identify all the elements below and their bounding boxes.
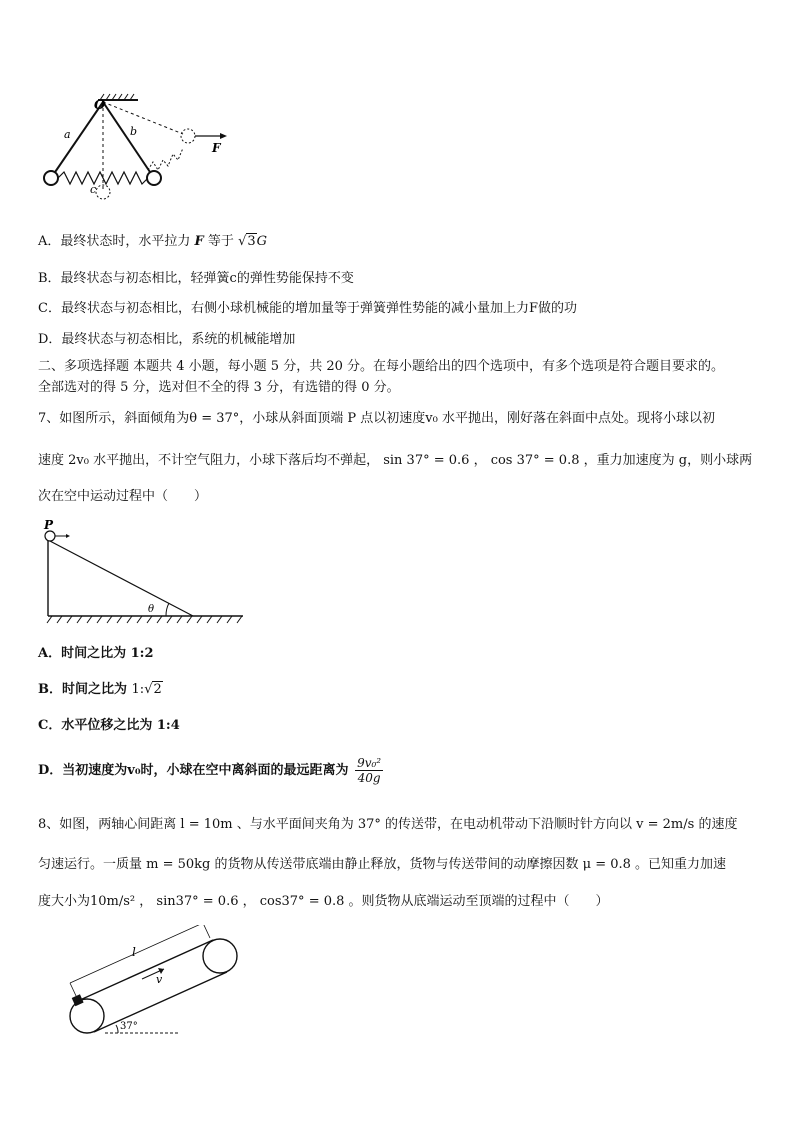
q7-stem-line1: 7、如图所示，斜面倾角为θ = 37°，小球从斜面顶端 P 点以初速度v₀ 水平抛出，刚好落在斜面中点处。现将小球以初 — [38, 411, 715, 426]
q6-option-d: D．最终状态与初态相比，系统的机械能增加 — [38, 332, 296, 347]
conveyor-belt-figure — [60, 925, 260, 1045]
q6-option-a: A．最终状态时，水平拉力 F 等于 √3G — [38, 234, 268, 249]
q7-option-d-prefix: D．当初速度为v₀时，小球在空中离斜面的最远距离为 — [38, 763, 349, 778]
q8-stem-line2: 匀速运行。一质量 m = 50kg 的货物从传送带底端由静止释放，货物与传送带间的动摩擦因数 μ = 0.8 。已知重力加速 — [38, 857, 727, 872]
label-b: b — [130, 125, 138, 138]
q8-stem-line1: 8、如图，两轴心间距离 l = 10m 、与水平面间夹角为 37° 的传送带，在电动机带动下沿顺时针方向以 v = 2m/s 的速度 — [38, 817, 738, 832]
q7-stem-line2: 速度 2v₀ 水平抛出，不计空气阻力，小球下落后均不弹起， sin 37° = 0.6 ， cos 37° = 0.8 ，重力加速度为 g，则小球两 — [38, 453, 753, 468]
q7-option-b-sqrt: 2 — [153, 682, 162, 697]
label-a: a — [64, 128, 71, 141]
q7-stem-line3: 次在空中运动过程中（ ） — [38, 489, 208, 504]
section2-line2: 全部选对的得 5 分，选对但不全的得 3 分，有选错的得 0 分。 — [38, 380, 400, 395]
label-p: P — [44, 520, 54, 532]
label-theta: θ — [148, 604, 155, 615]
q6-option-a-g: G — [256, 234, 268, 249]
label-f: F — [212, 141, 221, 155]
q7-option-b-math: 1: — [131, 682, 145, 697]
label-c: c — [90, 183, 97, 196]
q6-option-a-prefix: A．最终状态时，水平拉力 — [38, 234, 191, 249]
section2-line1: 二、多项选择题 本题共 4 小题，每小题 5 分，共 20 分。在每小题给出的四个选项中，有多个选项是符合题目要求的。 — [38, 359, 725, 374]
label-v: v — [156, 973, 163, 986]
q7-option-c: C．水平位移之比为 1:4 — [38, 718, 180, 733]
incline-figure — [38, 520, 248, 630]
label-l: l — [132, 945, 136, 959]
q6-option-a-mid: 等于 — [207, 234, 234, 249]
q6-option-a-sqrt: 3 — [247, 234, 256, 249]
label-o: O — [94, 98, 106, 113]
label-angle: 37° — [120, 1021, 138, 1032]
q6-option-b: B．最终状态与初态相比，轻弹簧c的弹性势能保持不变 — [38, 271, 354, 286]
spring-pendulum-figure — [38, 90, 238, 210]
q7-option-a: A．时间之比为 1:2 — [38, 646, 154, 661]
q7-option-d-numerator: 9v₀² — [357, 756, 382, 770]
q6-option-c: C．最终状态与初态相比，右侧小球机械能的增加量等于弹簧弹性势能的减小量加上力F做的功 — [38, 301, 577, 316]
q7-option-d-fraction — [355, 756, 383, 785]
q7-option-b: B．时间之比为 1:√2 — [38, 682, 162, 697]
q8-stem-line3: 度大小为10m/s² ， sin37° = 0.6 ， cos37° = 0.8 。则货物从底端运动至顶端的过程中（ ） — [38, 894, 609, 909]
q7-option-d — [38, 756, 383, 785]
q7-option-b-prefix: B．时间之比为 — [38, 682, 127, 697]
q6-option-a-force: F — [194, 234, 204, 249]
q7-option-d-denominator: 40g — [357, 771, 381, 785]
